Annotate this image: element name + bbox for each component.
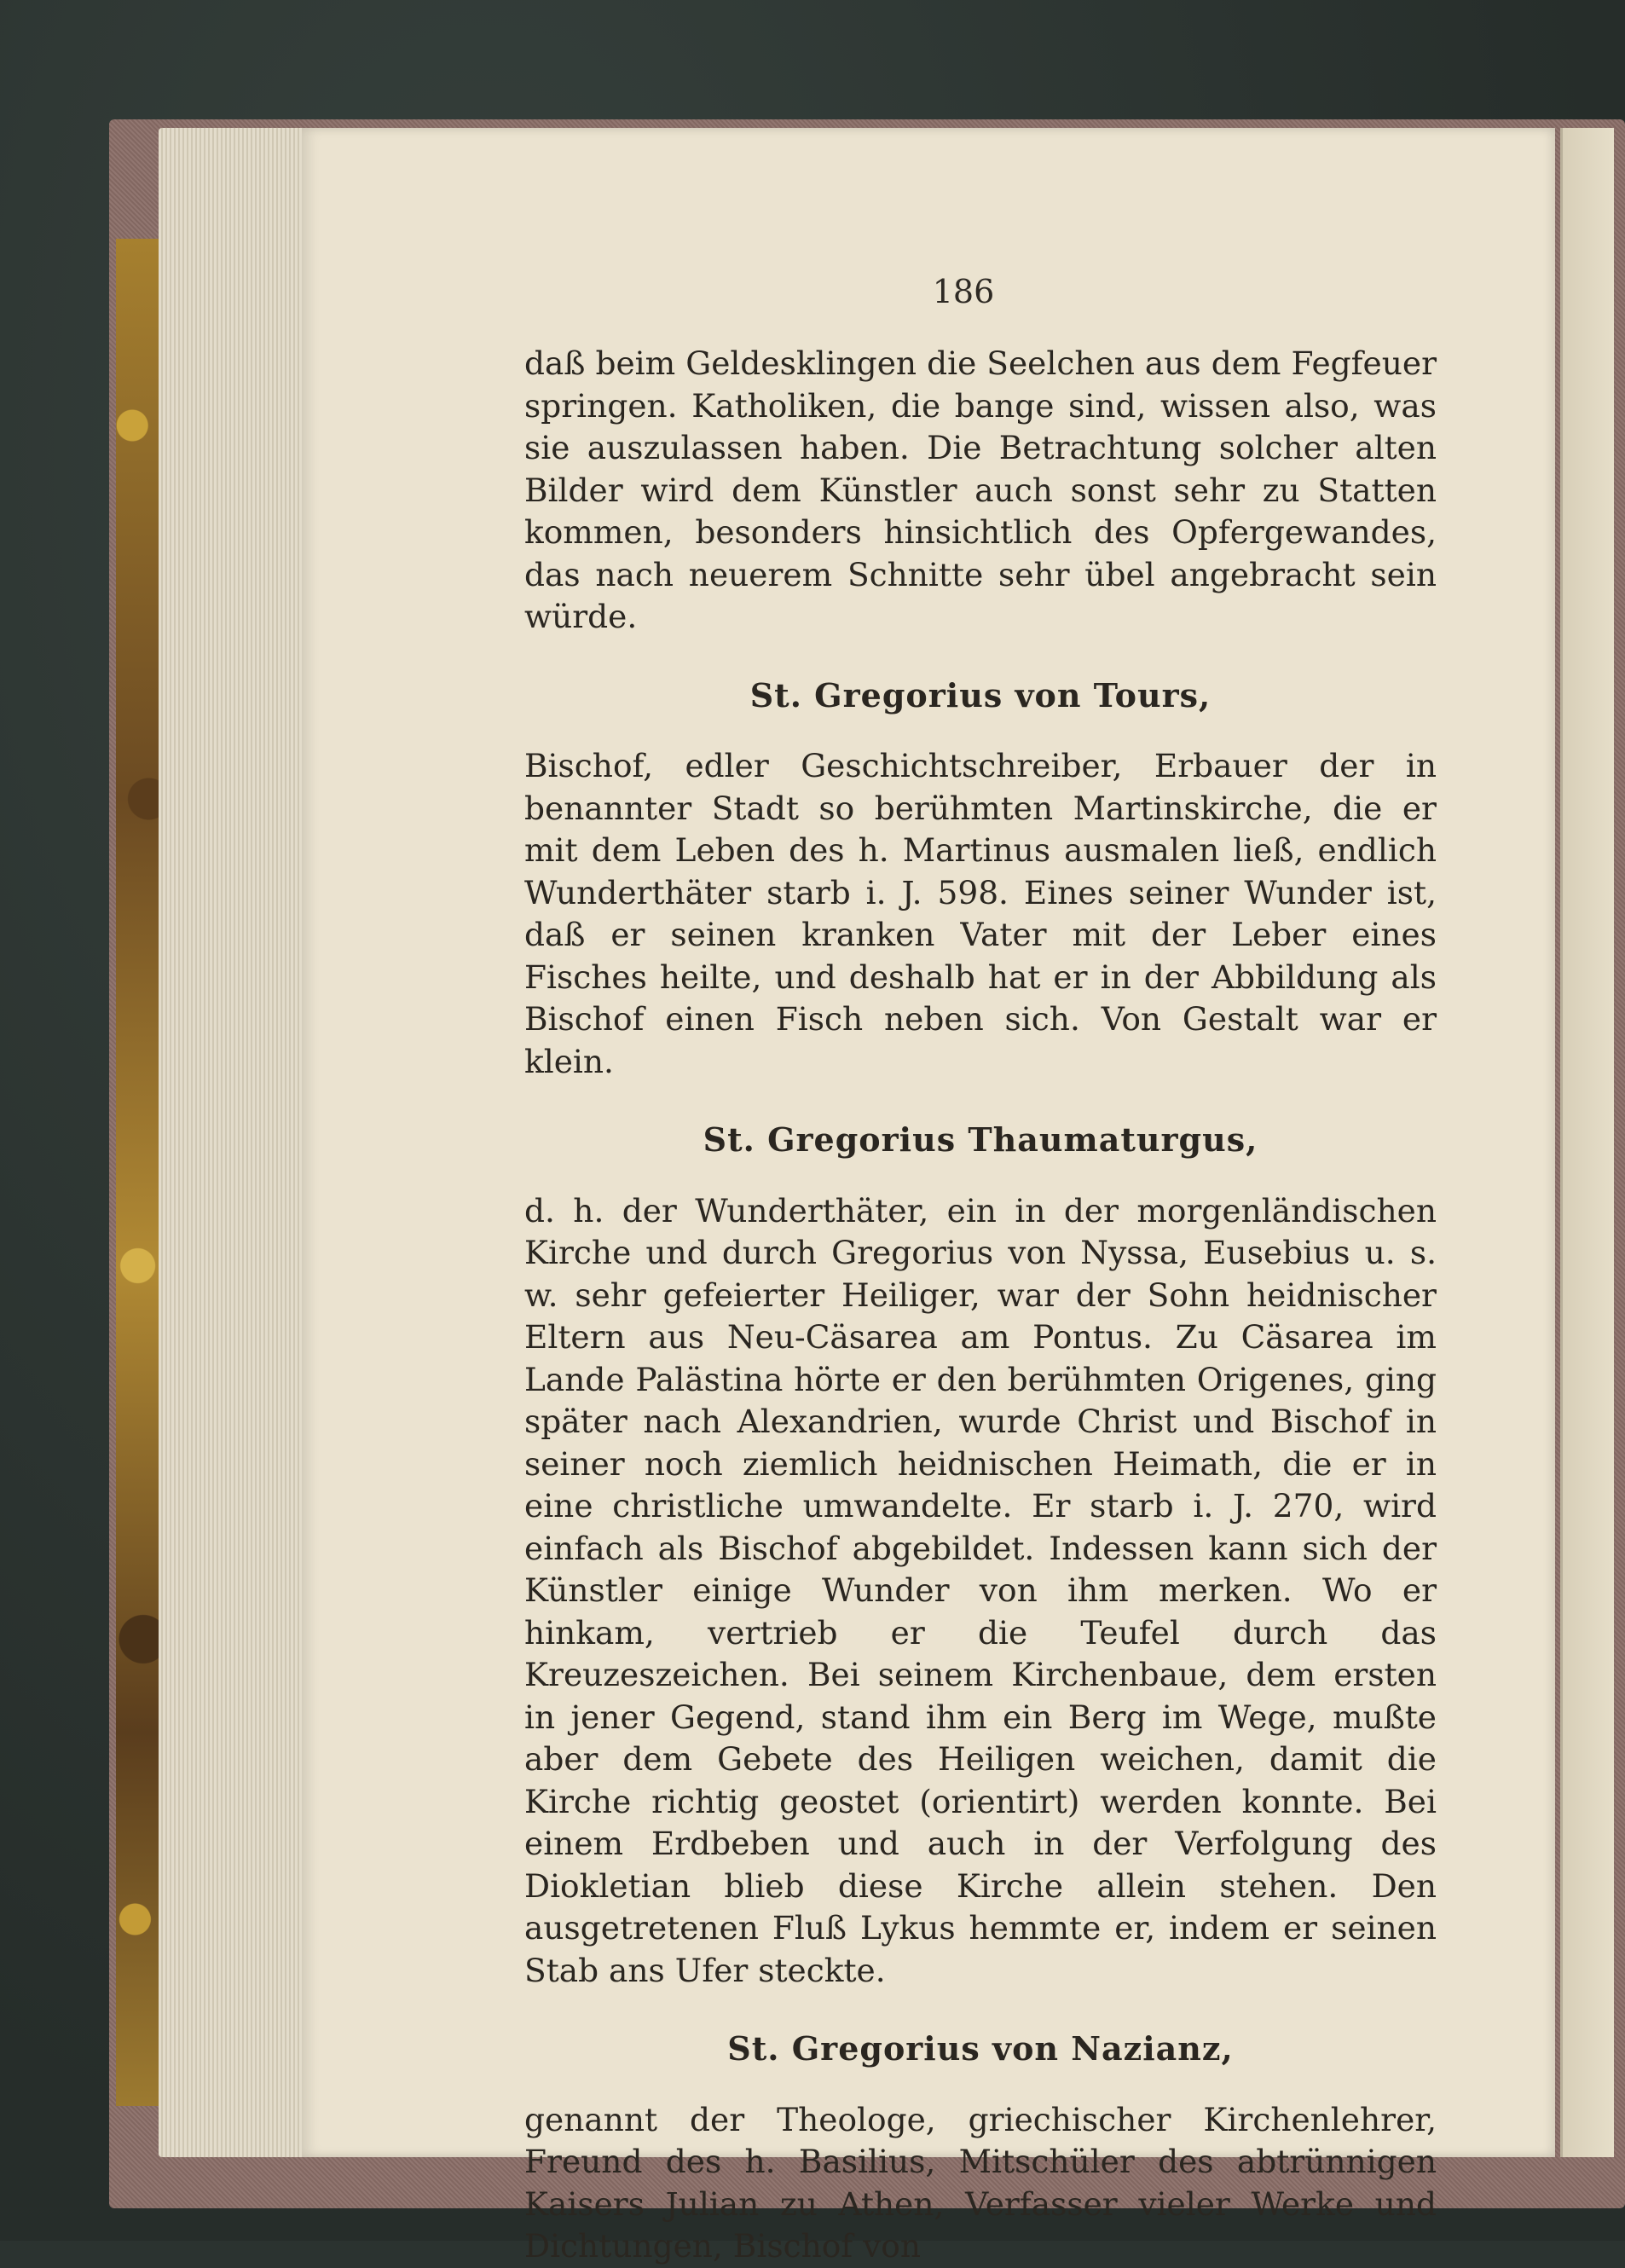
heading-gregorius-von-tours: St. Gregorius von Tours, bbox=[749, 675, 1212, 715]
paragraph-gregorius-von-nazianz: genannt der Theologe, griechischer Kirchenlehrer, Freund des h. Basilius, Mitschüler des abtrünnigen Kaisers Julian zu Athen, Verfasser vieler Werke und Dichtungen, Bischof von bbox=[524, 2100, 1437, 2265]
facing-page-edge bbox=[1560, 128, 1614, 2157]
heading-gregorius-thaumaturgus: St. Gregorius Thaumaturgus, bbox=[703, 1120, 1258, 1159]
paragraph-gregorius-thaumaturgus: d. h. der Wunderthäter, ein in der morgenländischen Kirche und durch Gregorius von Nyssa, Eusebius u. s. w. sehr gefeierter Heiliger, war der Sohn heidnischer Eltern aus Neu-Cäsarea am Pontus. Zu Cäsarea im Lande Palästina hörte er den berühmten Origenes, ging später nach Alexandrien, wurde Christ und Bischof in seiner noch ziemlich heidnischen Heimath, die er in eine christliche umwandelte. Er starb i. J. 270, wird einfach als Bischof abgebildet. Indessen kann sich der Künstler einige Wunder von ihm merken. Wo er hinkam, vertrieb er die Teufel durch das Kreuzeszeichen. Bei seinem Kirchenbaue, dem ersten in jener Gegend, stand ihm ein Berg im Wege, mußte aber dem Gebete des Heiligen weichen, damit die Kirche richtig geostet (orientirt) werden konnte. Bei einem Erdbeben und auch in der Verfolgung des Diokletian blieb diese Kirche allein stehen. Den ausgetretenen Fluß Lykus hemmte er, indem er seinen Stab ans Ufer steckte. bbox=[524, 1191, 1437, 1989]
heading-gregorius-von-nazianz: St. Gregorius von Nazianz, bbox=[727, 2029, 1234, 2068]
text-block bbox=[524, 343, 1437, 2268]
page-edges bbox=[159, 128, 302, 2157]
page-number: 186 bbox=[932, 273, 995, 310]
paragraph-gregorius-von-tours: Bischof, edler Geschichtschreiber, Erbauer der in benannter Stadt so berühmten Martinskirche, die er mit dem Leben des h. Martinus ausmalen ließ, endlich Wunderthäter starb i. J. 598. Eines seiner Wunder ist, daß er seinen kranken Vater mit der Leber eines Fisches heilte, und deshalb hat er in der Abbildung als Bischof einen Fisch neben sich. Von Gestalt war er klein. bbox=[524, 747, 1437, 1080]
paragraph-intro-continuation: daß beim Geldesklingen die Seelchen aus dem Fegfeuer springen. Katholiken, die bange sind, wissen also, was sie auszulassen haben. Die Betrachtung solcher alten Bilder wird dem Künstler auch sonst sehr zu Statten kommen, besonders hinsichtlich des Opfergewandes, das nach neuerem Schnitte sehr übel angebracht sein würde. bbox=[524, 344, 1437, 635]
